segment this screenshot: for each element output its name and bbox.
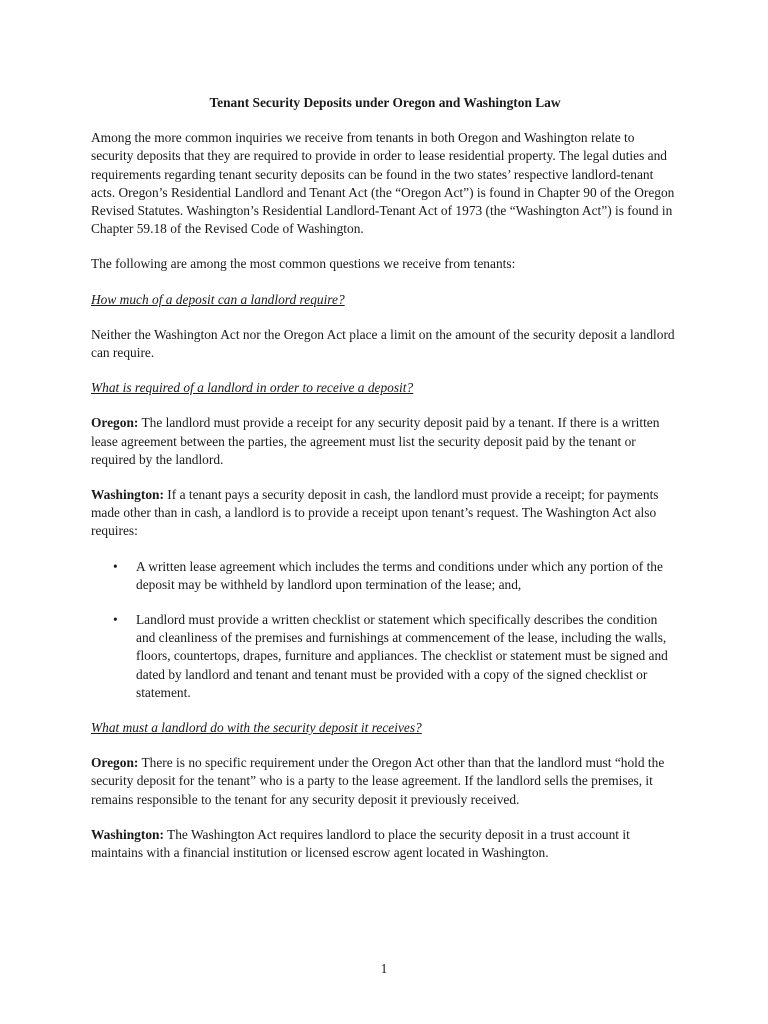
- washington-label: Washington:: [91, 826, 164, 842]
- page-number: 1: [380, 961, 388, 976]
- lead-paragraph: The following are among the most common questions we receive from tenants:: [91, 256, 516, 272]
- document-title: Tenant Security Deposits under Oregon and Washington Law: [209, 95, 561, 110]
- list-item: [91, 558, 679, 594]
- washington-label: Washington:: [91, 487, 164, 503]
- list-item-text: A written lease agreement which includes the terms and conditions under which any portion of the deposit may be withheld by landlord upon termination of the lease; and,: [136, 558, 663, 592]
- list-item: [91, 611, 679, 702]
- washington-requirements-text: If a tenant pays a security deposit in cash, the landlord must provide a receipt; for payments made other than in cash, a landlord is to provide a receipt upon tenant’s request. The Washington Act also requires:: [91, 487, 659, 539]
- washington-requirements-list: [91, 558, 679, 702]
- washington-handling-text: The Washington Act requires landlord to place the security deposit in a trust account it maintains with a financial institution or licensed escrow agent located in Washington.: [91, 826, 630, 861]
- bullet-icon: •: [113, 558, 118, 574]
- list-item-text: Landlord must provide a written checklist or statement which specifically describes the condition and cleanliness of the premises and furnishings at commencement of the lease, including the walls, floors, countertops, drapes, furniture and appliances. The checklist or statement must be signed and dated by landlord and tenant and tenant must be provided with a copy of the signed checklist or statement.: [136, 612, 668, 700]
- intro-paragraph: Among the more common inquiries we receive from tenants in both Oregon and Washington relate to security deposits that they are required to provide in order to lease residential property. The legal duties and requirements regarding tenant security deposits can be found in the two states’ respective landlord-tenant acts. Oregon’s Residential Landlord and Tenant Act (the “Oregon Act”) is found in Chapter 90 of the Oregon Revised Statutes. Washington’s Residential Landlord-Tenant Act of 1973 (the “Washington Act”) is found in Chapter 59.18 of the Revised Code of Washington.: [91, 130, 675, 237]
- oregon-requirements-text: The landlord must provide a receipt for any security deposit paid by a tenant. If there is a written lease agreement between the parties, the agreement must list the security deposit paid by the tenant or required by the landlord.: [91, 415, 660, 467]
- washington-handling-paragraph: [91, 826, 679, 862]
- oregon-label: Oregon:: [91, 755, 139, 771]
- question-deposit-requirements: What is required of a landlord in order to receive a deposit?: [91, 380, 414, 396]
- oregon-requirements-paragraph: [91, 414, 679, 469]
- oregon-handling-paragraph: [91, 754, 679, 809]
- oregon-handling-text: There is no specific requirement under the Oregon Act other than that the landlord must “hold the security deposit for the tenant” who is a party to the lease agreement. If the landlord sells the premises, it remains responsible to the tenant for any security deposit it previously received.: [91, 755, 665, 807]
- answer-deposit-limit: Neither the Washington Act nor the Oregon Act place a limit on the amount of the security deposit a landlord can require.: [91, 326, 675, 361]
- question-deposit-handling: What must a landlord do with the security deposit it receives?: [91, 720, 422, 736]
- oregon-label: Oregon:: [91, 415, 139, 431]
- question-deposit-limit: How much of a deposit can a landlord require?: [91, 291, 345, 307]
- bullet-icon: •: [113, 612, 118, 628]
- document-body: [91, 94, 679, 879]
- washington-requirements-paragraph: [91, 486, 679, 541]
